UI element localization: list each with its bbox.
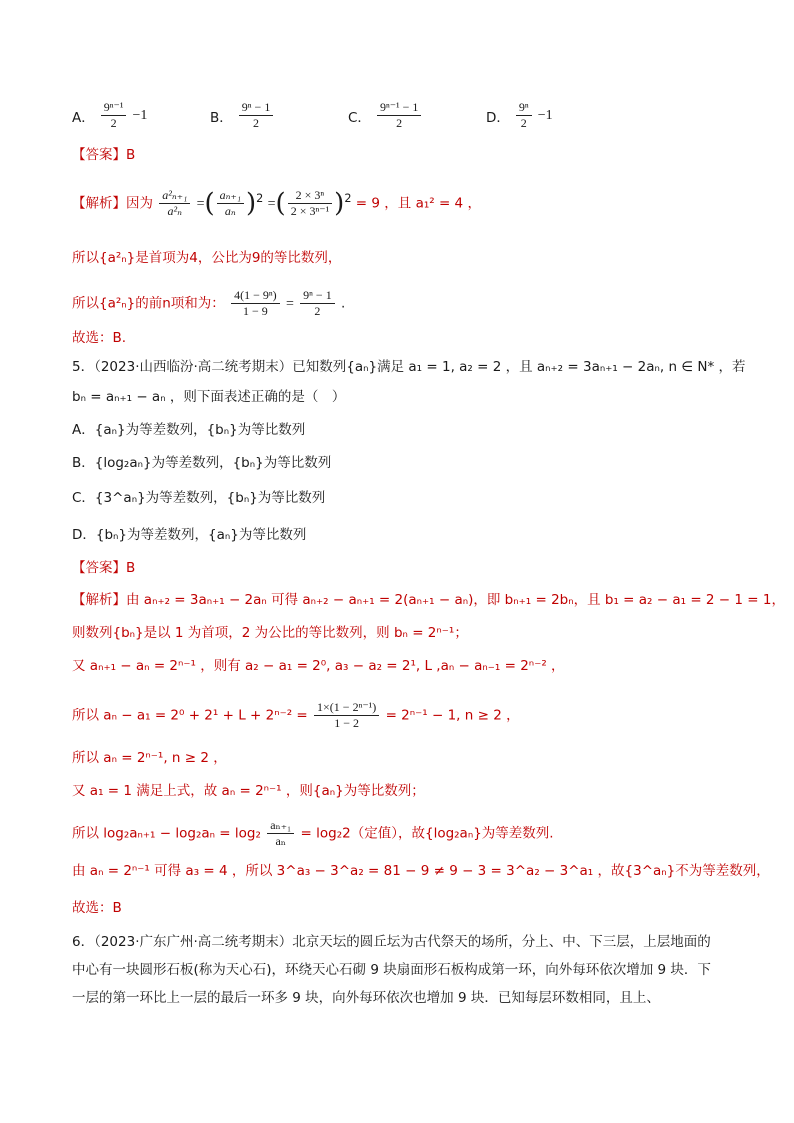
fraction: $\frac{\text{1×(1 − 2ⁿ⁻¹)}}{1 - 2}$	[314, 700, 379, 731]
option-tail: −1	[537, 107, 553, 123]
option-letter: B．	[210, 109, 233, 126]
fraction: $\frac{\text{9ⁿ⁻¹ − 1}}{2}$	[377, 100, 421, 131]
option-letter: D．	[486, 109, 510, 126]
option-c	[348, 100, 423, 131]
question-6-stem: 6．（2023·广东广州·高二统考期末）北京天坛的圆丘坛为古代祭天的场所，分上、中、下三层，上层地面的中心有一块圆形石板(称为天心石)，环绕天心石砌 9 块扇面形石板构成第一环，向外每环依次增加 9 块．下一层的第一环比上一层的最后一环多 9 块，向外每环依次也增加 9 块．已知每层环数相同，且上、	[72, 934, 711, 1006]
fraction: $\frac{\text{9ⁿ}}{2}$	[516, 100, 532, 131]
analysis-line-2: 所以{a²ₙ}是首项为4，公比为9的等比数列，	[72, 250, 342, 266]
fraction: $\frac{\text{9ⁿ − 1}}{2}$	[300, 288, 335, 319]
option-tail: −1	[132, 107, 148, 123]
option-a	[72, 100, 147, 131]
question-5-option-c: C．{3^aₙ}为等差数列，{bₙ}为等比数列	[72, 490, 326, 506]
fraction: $\frac{\text{4(1 − 9ⁿ)}}{1 - 9}$	[231, 288, 280, 319]
question-5-option-b: B．{log₂aₙ}为等差数列，{bₙ}为等比数列	[72, 455, 332, 471]
fraction: $\frac{\text{aₙ₊₁}}{\text{aₙ}}$	[217, 188, 244, 219]
question-5-stem-2: bₙ = aₙ₊₁ − aₙ ，则下面表述正确的是（ ）	[72, 389, 346, 405]
analysis-line-4: 所以 aₙ − a₁ = 2⁰ + 2¹ + L + 2ⁿ⁻² = $\frac{\text{1×(1 − 2ⁿ⁻¹)}}{1 - 2}$ = 2ⁿ⁻¹ − 1, n ≥ 2 ，	[72, 700, 520, 730]
analysis-line-3: 所以{a²ₙ}的前n项和为： $\frac{\text{4(1 − 9ⁿ)}}{1 - 9}$ = $\frac{\text{9ⁿ − 1}}{2}$ .	[72, 288, 346, 318]
analysis-line-1: 【解析】因为 $\frac{\text{a²ₙ₊₁}}{\text{a²ₙ}}$ =( $\frac{\text{aₙ₊₁}}{\text{aₙ}}$ )$^2$ =( $\frac{\text{2 × 3ⁿ}}{\text{2 × 3ⁿ⁻¹}}$ )$^2$ = 9 ，且 a₁² = 4 ，	[72, 188, 481, 219]
analysis-line-9: 故选：B	[72, 900, 122, 916]
analysis-line-1: 【解析】由 aₙ₊₂ = 3aₙ₊₁ − 2aₙ 可得 aₙ₊₂ − aₙ₊₁ = 2(aₙ₊₁ − aₙ)，即 bₙ₊₁ = 2bₙ，且 b₁ = a₂ − a₁ = 2 − 1 = 1，	[72, 592, 785, 608]
analysis-line-2: 则数列{bₙ}是以 1 为首项，2 为公比的等比数列，则 bₙ = 2ⁿ⁻¹；	[72, 625, 468, 641]
option-d	[486, 100, 553, 131]
fraction: $\frac{\text{9ⁿ − 1}}{2}$	[239, 100, 274, 131]
analysis-line-6: 又 a₁ = 1 满足上式，故 aₙ = 2ⁿ⁻¹ ，则{aₙ}为等比数列；	[72, 783, 425, 799]
option-letter: C．	[348, 109, 371, 126]
option-letter: A．	[72, 109, 95, 126]
question-5-option-a: A．{aₙ}为等差数列，{bₙ}为等比数列	[72, 422, 306, 438]
answer-label: 【答案】B	[72, 147, 136, 163]
fraction: $\frac{\text{a²ₙ₊₁}}{\text{a²ₙ}}$	[159, 188, 190, 219]
analysis-line-5: 所以 aₙ = 2ⁿ⁻¹, n ≥ 2 ，	[72, 750, 227, 766]
option-b	[210, 100, 275, 131]
analysis-line-7: 所以 log₂aₙ₊₁ − log₂aₙ = log₂ $\frac{\text{aₙ₊₁}}{\text{aₙ}}$ = log₂2（定值），故{log₂aₙ}为等差数列.	[72, 818, 554, 848]
fraction: $\frac{\text{9ⁿ⁻¹}}{2}$	[101, 100, 127, 131]
fraction: $\frac{\text{aₙ₊₁}}{\text{aₙ}}$	[267, 818, 294, 849]
analysis-line-4: 故选：B.	[72, 330, 127, 346]
analysis-line-8: 由 aₙ = 2ⁿ⁻¹ 可得 a₃ = 4 ，所以 3^a₃ − 3^a₂ = 81 − 9 ≠ 9 − 3 = 3^a₂ − 3^a₁ ，故{3^aₙ}不为等差数列，	[72, 863, 770, 879]
fraction: $\frac{\text{2 × 3ⁿ}}{\text{2 × 3ⁿ⁻¹}}$	[288, 188, 332, 219]
question-5-option-d: D．{bₙ}为等差数列，{aₙ}为等比数列	[72, 527, 307, 543]
question-5-stem-1: 5．（2023·山西临汾·高二统考期末）已知数列{aₙ}满足 a₁ = 1, a₂ = 2 ，且 aₙ₊₂ = 3aₙ₊₁ − 2aₙ, n ∈ N* ，若	[72, 359, 746, 375]
answer-label: 【答案】B	[72, 560, 136, 576]
analysis-line-3: 又 aₙ₊₁ − aₙ = 2ⁿ⁻¹ ，则有 a₂ − a₁ = 2⁰, a₃ − a₂ = 2¹, L ,aₙ − aₙ₋₁ = 2ⁿ⁻² ，	[72, 658, 565, 674]
